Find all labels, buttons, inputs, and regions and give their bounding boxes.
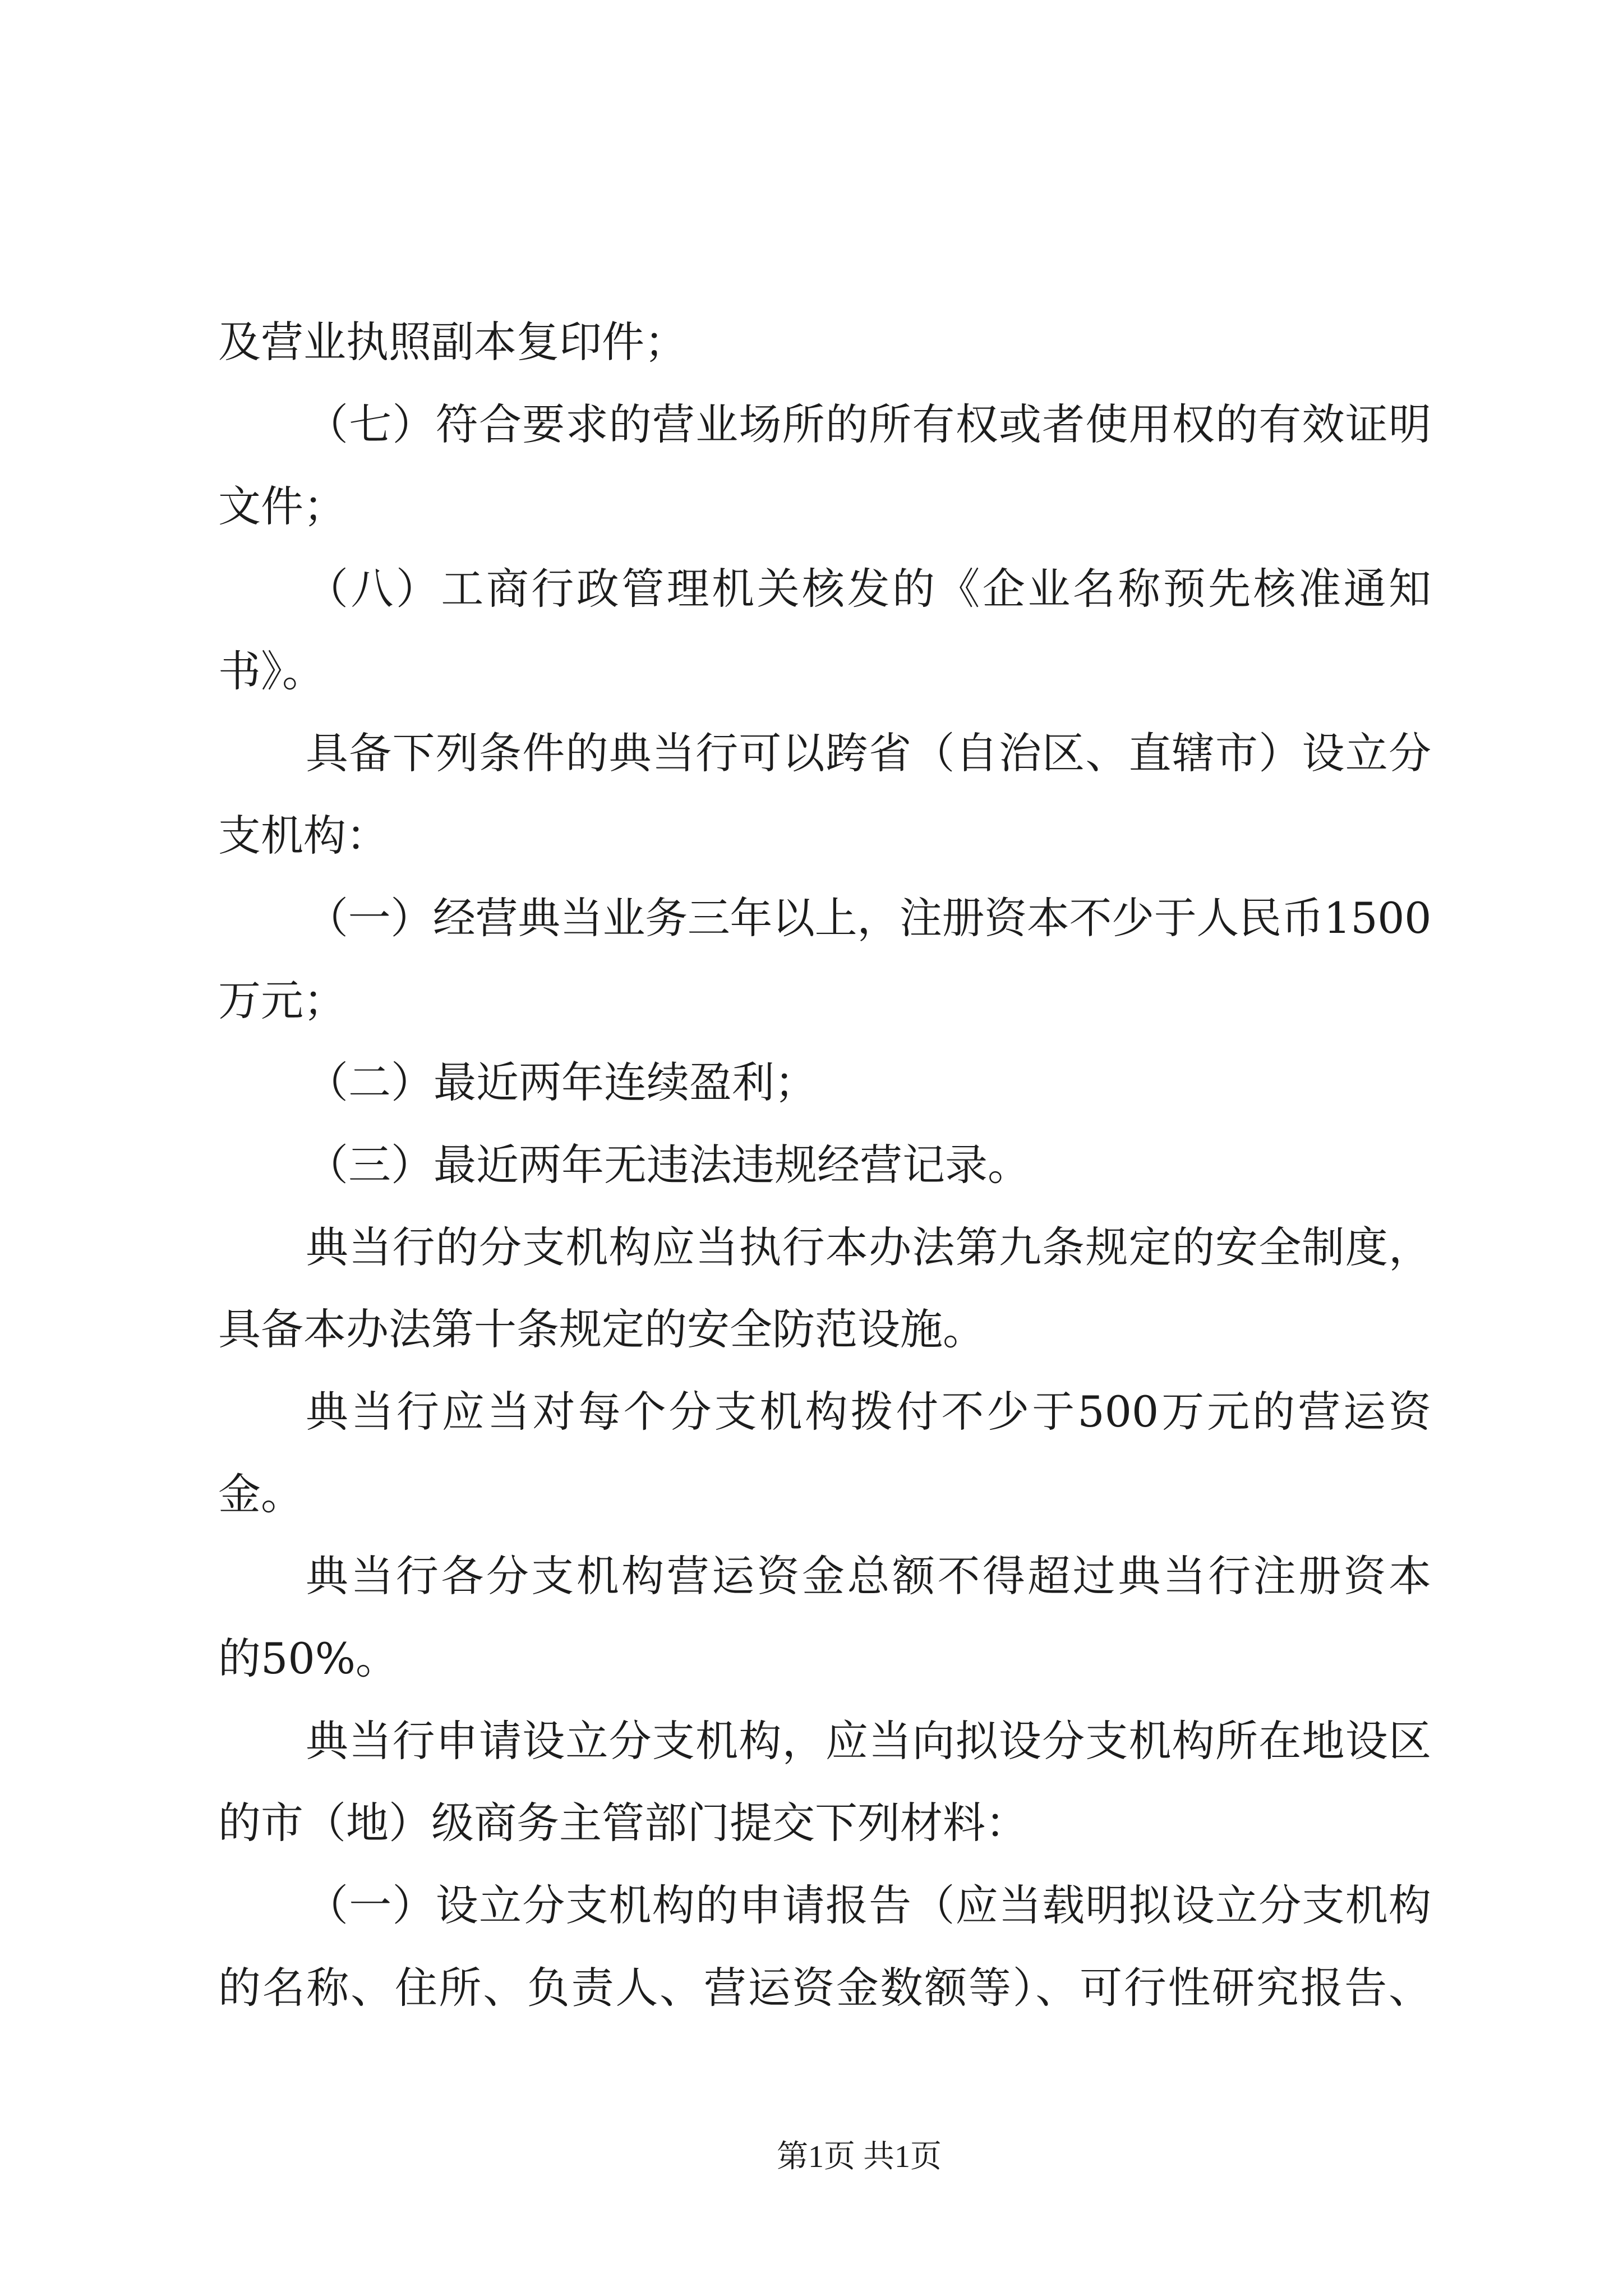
text-line: 万元； xyxy=(218,975,346,1025)
text-line: 的市（地）级商务主管部门提交下列材料： xyxy=(218,1798,1028,1848)
text-line: 具备本办法第十条规定的安全防范设施。 xyxy=(218,1304,985,1355)
paragraph xyxy=(218,1124,1431,1207)
text-line: （八）工商行政管理机关核发的《企业名称预先核准通知 xyxy=(306,564,1431,614)
text-line: （三）最近两年无违法违规经营记录。 xyxy=(306,1139,1030,1190)
text-line: 及营业执照副本复印件； xyxy=(218,317,687,367)
text-line: 的名称、住所、负责人、营运资金数额等）、可行性研究报告、 xyxy=(218,1962,1431,2013)
text-line: 典当行应当对每个分支机构拨付不少于500万元的营运资 xyxy=(306,1386,1431,1437)
paragraph xyxy=(218,1371,1431,1535)
paragraph xyxy=(218,301,1431,384)
text-line: （一）设立分支机构的申请报告（应当载明拟设立分支机构 xyxy=(306,1880,1431,1931)
paragraph xyxy=(218,1207,1431,1371)
text-line: 金。 xyxy=(218,1469,303,1519)
text-line: （一）经营典当业务三年以上，注册资本不少于人民币1500 xyxy=(306,892,1431,943)
text-line: 典当行申请设立分支机构，应当向拟设分支机构所在地设区 xyxy=(306,1715,1431,1766)
text-line: 具备下列条件的典当行可以跨省（自治区、直辖市）设立分 xyxy=(306,728,1431,779)
text-line: 典当行的分支机构应当执行本办法第九条规定的安全制度， xyxy=(306,1222,1431,1272)
body-text xyxy=(218,301,1431,2029)
text-line: 文件； xyxy=(218,481,346,532)
paragraph xyxy=(218,548,1431,712)
text-line: 的50%。 xyxy=(218,1634,398,1683)
paragraph xyxy=(218,1535,1431,1700)
text-line: （七）符合要求的营业场所的所有权或者使用权的有效证明 xyxy=(306,399,1431,449)
text-line: （二）最近两年连续盈利； xyxy=(306,1057,817,1108)
text-line: 书》。 xyxy=(218,646,325,696)
paragraph xyxy=(218,877,1431,1042)
paragraph xyxy=(218,712,1431,877)
paragraph xyxy=(218,1700,1431,1865)
text-line: 典当行各分支机构营运资金总额不得超过典当行注册资本 xyxy=(306,1551,1431,1602)
paragraph xyxy=(218,1042,1431,1124)
page-footer: 第1页 共1页 xyxy=(777,2139,942,2174)
paragraph xyxy=(218,384,1431,548)
text-line: 支机构： xyxy=(218,811,389,861)
paragraph xyxy=(218,1865,1431,2029)
